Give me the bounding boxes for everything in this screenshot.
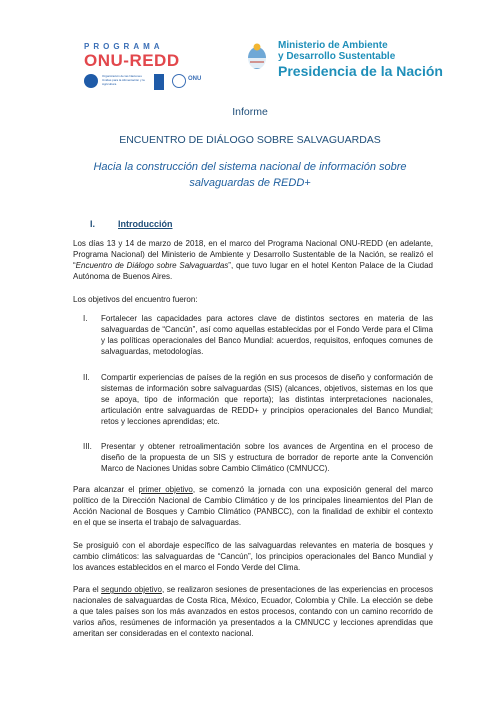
presidency-name: Presidencia de la Nación [278,63,443,79]
un-emblem-icon [172,74,186,88]
second-objective-paragraph [73,584,433,639]
onu-text: ONU [188,76,202,82]
objective-text: Fortalecer las capacidades para actores clave de distintos sectores en materia de las salvaguardas de “Cancún”, así como aquellas establecidas por el Fondo Verde para el Clima y las políticas operacionales del Banco Mundial: acuerdos, requisitos, enfoques comunes de salvaguardas, metodologías. [101,314,433,356]
first-objective-paragraph [73,484,433,528]
report-subtitle: Hacia la construcción del sistema nacional de información sobre salvaguardas de REDD+ [93,161,407,189]
list-item [73,313,433,357]
ministry-name-line2: y Desarrollo Sustentable [278,51,396,62]
logo-onu-redd-text: ONU-REDD [84,51,180,70]
report-title: Informe [232,106,268,118]
objective-text: Presentar y obtener retroalimentación sobre los avances de Argentina en el proceso de diseño de la propuesta de un SIS y estructura de borrador de reporte ante la Convención Marco de Naciones Unidas sobre Cambio Climático (CMNUCC). [101,442,433,473]
objective-number: II. [83,373,90,382]
ministry-name-line1: Ministerio de Ambiente [278,40,388,51]
objective-number: I. [83,314,88,323]
onu-redd-logo [62,30,212,100]
ministry-logo [240,34,470,94]
p3-text-b: , se comenzó la jornada con una exposición general del marco político de la Dirección Nacional de Cambio Climático y de los principales lineamientos del Plan de Acción Nacional de Bosques y Cambio Climático (PANBCC), con la finalidad de exhibir el contexto en el que se inserta el trabajo de salvaguardas. [73,485,433,527]
pnud-logo-icon [154,74,164,90]
section-title: Introducción [118,219,173,229]
fao-text: Organización de las Naciones Unidas para la Alimentación y la Agricultura [102,74,145,86]
second-objective-underlined: segundo objetivo [101,585,162,594]
intro-paragraph [73,238,433,282]
intro-text-a: Los días 13 y 14 de marzo de 2018, en el marco del Programa Nacional ONU-REDD (en adelante, Programa Nacional) del Ministerio de Ambiente y Desarrollo Sustentable de la Nación, se realizó el “ [73,239,433,270]
p3-text-a: Para alcanzar el [73,485,139,494]
objectives-intro: Los objetivos del encuentro fueron: [73,295,198,304]
section-heading-introduccion [90,219,173,229]
section-number: I. [90,219,96,229]
safeguards-paragraph: Se prosiguió con el abordaje específico de las salvaguardas relevantes en materia de bosques y cambio climáticos: las salvaguardas de “Cancún”, los principios operacionales del Banco Mundial y los avances establecidos en el marco el Fondo Verde del Clima. [73,541,433,572]
event-name-italic: Encuentro de Diálogo sobre Salvaguardas [75,261,229,270]
intro-text-b: ”, que tuvo lugar en el hotel Kenton Palace de la Ciudad Autónoma de Buenos Aires. [73,261,433,281]
event-title: ENCUENTRO DE DIÁLOGO SOBRE SALVAGUARDAS [119,134,381,146]
argentina-coat-of-arms-icon [246,42,268,72]
objective-text: Compartir experiencias de países de la región en sus procesos de diseño y conformación de sistemas de información sobre salvaguardas (SIS) (alcances, objetivos, sistemas en los que se apoya, tipo de información que reporta); las distintas interpretaciones nacionales, articulación entre salvaguardas de REDD+ y principios operacionales del Banco Mundial; retos y lecciones aprendidas; etc. [101,373,433,426]
first-objective-underlined: primer objetivo [138,485,193,494]
logo-program-text: PROGRAMA [84,42,164,51]
list-item [73,372,433,428]
list-item [73,441,433,475]
p5-text-b: , se realizaron sesiones de presentaciones de las experiencias en procesos nacionales de salvaguardas de Costa Rica, México, Ecuador, Colombia y Chile. La elección se debe a que tales países son los más avanzados en estos procesos, contando con un camino recorrido de varios años, resúmenes de información ya presentados a la CMNUCC y lecciones aprendidas que ameritan ser consideradas en el contexto nacional. [73,585,434,638]
objective-number: III. [83,442,92,451]
p5-text-a: Para el [73,585,102,594]
fao-logo-icon [84,74,98,88]
